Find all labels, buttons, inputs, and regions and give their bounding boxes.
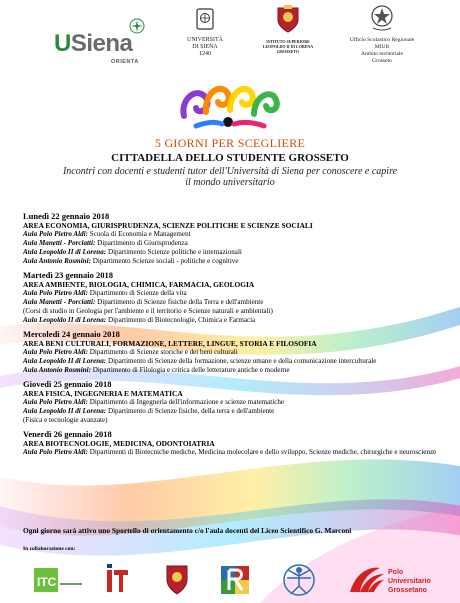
partner-r-logo — [220, 562, 254, 598]
vitruvian-man-icon — [280, 562, 318, 598]
leopoldo-small-crest-icon — [160, 562, 194, 598]
session-department: Dipartimento di Scienze fisiche, della terra e dell'ambiente — [106, 407, 275, 415]
session-line — [23, 316, 443, 325]
day-area: AREA AMBIENTE, BIOLOGIA, CHIMICA, FARMACIA, GEOLOGIA — [23, 280, 255, 289]
footer-note: Ogni giorno sarà attivo uno Sportello di orientamento c/o l'aula docenti del Liceo Scientifico G. Marconi — [23, 526, 352, 535]
session-department: Dipartimento di Scienze storiche e dei beni culturali — [87, 348, 238, 356]
ufficio-line2: MIUR — [374, 44, 390, 50]
session-room: Aula Antonio Rosmini: — [23, 366, 91, 374]
r-institute-icon — [220, 562, 254, 598]
session-department: Dipartimento Scienze politiche e internazionali — [106, 248, 242, 256]
leopoldo-line2: LEOPOLDO II DI LORENA — [262, 44, 314, 49]
unisi-line3: 1240 — [199, 51, 211, 57]
session-line — [23, 239, 443, 248]
session-room: Aula Leopoldo II di Lorena: — [23, 248, 107, 256]
session-line — [23, 298, 443, 307]
day-area: AREA BENI CULTURALI, FORMAZIONE, LETTERE, LINGUE, STORIA E FILOSOFIA — [23, 339, 317, 348]
day-date: Martedì 23 gennaio 2018 — [23, 270, 113, 280]
polo-line1: Polo — [388, 569, 404, 576]
session-line — [23, 398, 443, 407]
unisi-line2: DI SIENA — [192, 44, 218, 50]
event-location: CITTADELLA DELLO STUDENTE GROSSETO — [111, 152, 349, 164]
session-line — [23, 230, 443, 239]
session-department: Dipartimento di Biotecnologie, Chimica e Farmacia — [106, 316, 256, 324]
session-room: Aula Polo Pietro Aldi: — [23, 348, 88, 356]
itc-icon — [32, 562, 84, 598]
session-department: Dipartimento di Giurisprudenza — [95, 239, 188, 247]
usiena-u: U — [54, 30, 71, 57]
usiena-subtitle: ORIENTA — [111, 59, 139, 65]
ufficio-line4: Grosseto — [372, 58, 392, 64]
day-date: Venerdì 26 gennaio 2018 — [23, 429, 112, 439]
usiena-siena: Siena — [70, 30, 133, 57]
partner-itc-logo — [32, 562, 84, 598]
schedule-day — [23, 329, 443, 375]
session-department: Scuola di Economia e Management — [87, 230, 191, 238]
leopoldo-line3: GROSSETO — [277, 49, 299, 54]
session-room: Aula Manetti - Porciatti: — [23, 298, 96, 306]
day-date: Giovedì 25 gennaio 2018 — [23, 379, 112, 389]
session-room: Aula Leopoldo II di Lorena: — [23, 357, 107, 365]
session-department: Dipartimento di Scienze fisiche della Terra e dell'ambiente — [95, 298, 264, 306]
session-room: Aula Leopoldo II di Lorena: — [23, 407, 107, 415]
session-line — [23, 248, 443, 257]
schedule-day — [23, 379, 443, 425]
five-days-emblem-icon — [176, 76, 286, 136]
session-department: Dipartimento di Filologia e critica delle letterature antiche e moderne — [90, 366, 290, 374]
session-room: Aula Polo Pietro Aldi: — [23, 230, 88, 238]
partner-iti-logo — [104, 562, 132, 598]
session-department: Dipartimento Scienze sociali - politiche e cognitive — [90, 257, 239, 265]
usiena-orienta-logo — [54, 18, 150, 66]
schedule-day — [23, 270, 443, 325]
session-line — [23, 416, 443, 425]
day-area: AREA ECONOMIA, GIURISPRUDENZA, SCIENZE POLITICHE E SCIENZE SOCIALI — [23, 221, 313, 230]
leopoldo-crest-icon — [273, 4, 303, 34]
unisi-line1: UNIVERSITÀ — [187, 37, 223, 43]
session-room: Aula Manetti - Porciatti: — [23, 239, 96, 247]
ufficio-line3: Ambito territoriale — [360, 51, 404, 57]
collaboration-label: In collaborazione con: — [23, 546, 76, 552]
unisi-logo — [180, 8, 230, 58]
session-line — [23, 448, 443, 457]
partner-leopoldo-logo — [160, 562, 194, 598]
event-title: 5 GIORNI PER SCEGLIERE — [154, 136, 306, 150]
iti-icon — [104, 562, 132, 598]
session-department: Dipartimenti di Biotecniche mediche, Medicina molecolare e dello sviluppo, Scienze mediche, chirurgiche e neuroscienze — [87, 448, 437, 456]
session-room: Aula Polo Pietro Aldi: — [23, 289, 88, 297]
session-department: Dipartimento di Scienze della formazione, scienze umane e della comunicazione interculturale — [106, 357, 377, 365]
polo-line2: Universitario — [388, 578, 431, 585]
polo-universitario-icon — [346, 562, 442, 598]
session-department: Dipartimento di Ingegneria dell'informazione e scienze matematiche — [87, 398, 285, 406]
session-room: Aula Leopoldo II di Lorena: — [23, 316, 107, 324]
session-line — [23, 289, 443, 298]
schedule — [23, 211, 443, 457]
session-line — [23, 257, 443, 266]
leopoldo-line1: ISTITUTO SUPERIORE — [266, 39, 310, 44]
usiena-wordmark — [54, 30, 132, 58]
session-line — [23, 348, 443, 357]
session-line — [23, 307, 443, 316]
italian-emblem-icon — [369, 4, 395, 32]
day-area: AREA BIOTECNOLOGIE, MEDICINA, ODONTOIATRIA — [23, 439, 215, 448]
session-room: Aula Polo Pietro Aldi: — [23, 398, 88, 406]
session-room: Aula Polo Pietro Aldi: — [23, 448, 88, 456]
ufficio-line1: Ufficio Scolastico Regionale — [349, 37, 415, 43]
partner-vitruvian-logo — [280, 562, 318, 598]
leopoldo-logo — [258, 4, 318, 54]
session-department: (Corsi di studio in Geologia per l'ambiente e il territorio e Scienze naturali e ambientali) — [23, 307, 273, 315]
event-description: Incontri con docenti e studenti tutor dell'Università di Siena per conoscere e capire il mondo universitario — [62, 166, 398, 188]
session-line — [23, 366, 443, 375]
ufficio-scolastico-logo — [340, 4, 424, 65]
day-date: Lunedì 22 gennaio 2018 — [23, 211, 110, 221]
schedule-day — [23, 429, 443, 457]
itc-letters: ITC — [37, 575, 57, 589]
day-area: AREA FISICA, INGEGNERIA E MATEMATICA — [23, 389, 183, 398]
session-line — [23, 357, 443, 366]
session-department: Dipartimento di Scienze della vita — [87, 289, 187, 297]
day-date: Mercoledì 24 gennaio 2018 — [23, 329, 120, 339]
polo-line3: Grossetano — [388, 587, 427, 594]
schedule-day — [23, 211, 443, 266]
session-line — [23, 407, 443, 416]
session-room: Aula Antonio Rosmini: — [23, 257, 91, 265]
partner-polo-universitario-logo — [346, 562, 442, 598]
session-department: (Fisica e tecnologie avanzate) — [23, 416, 108, 424]
unisi-crest-icon — [194, 8, 216, 32]
